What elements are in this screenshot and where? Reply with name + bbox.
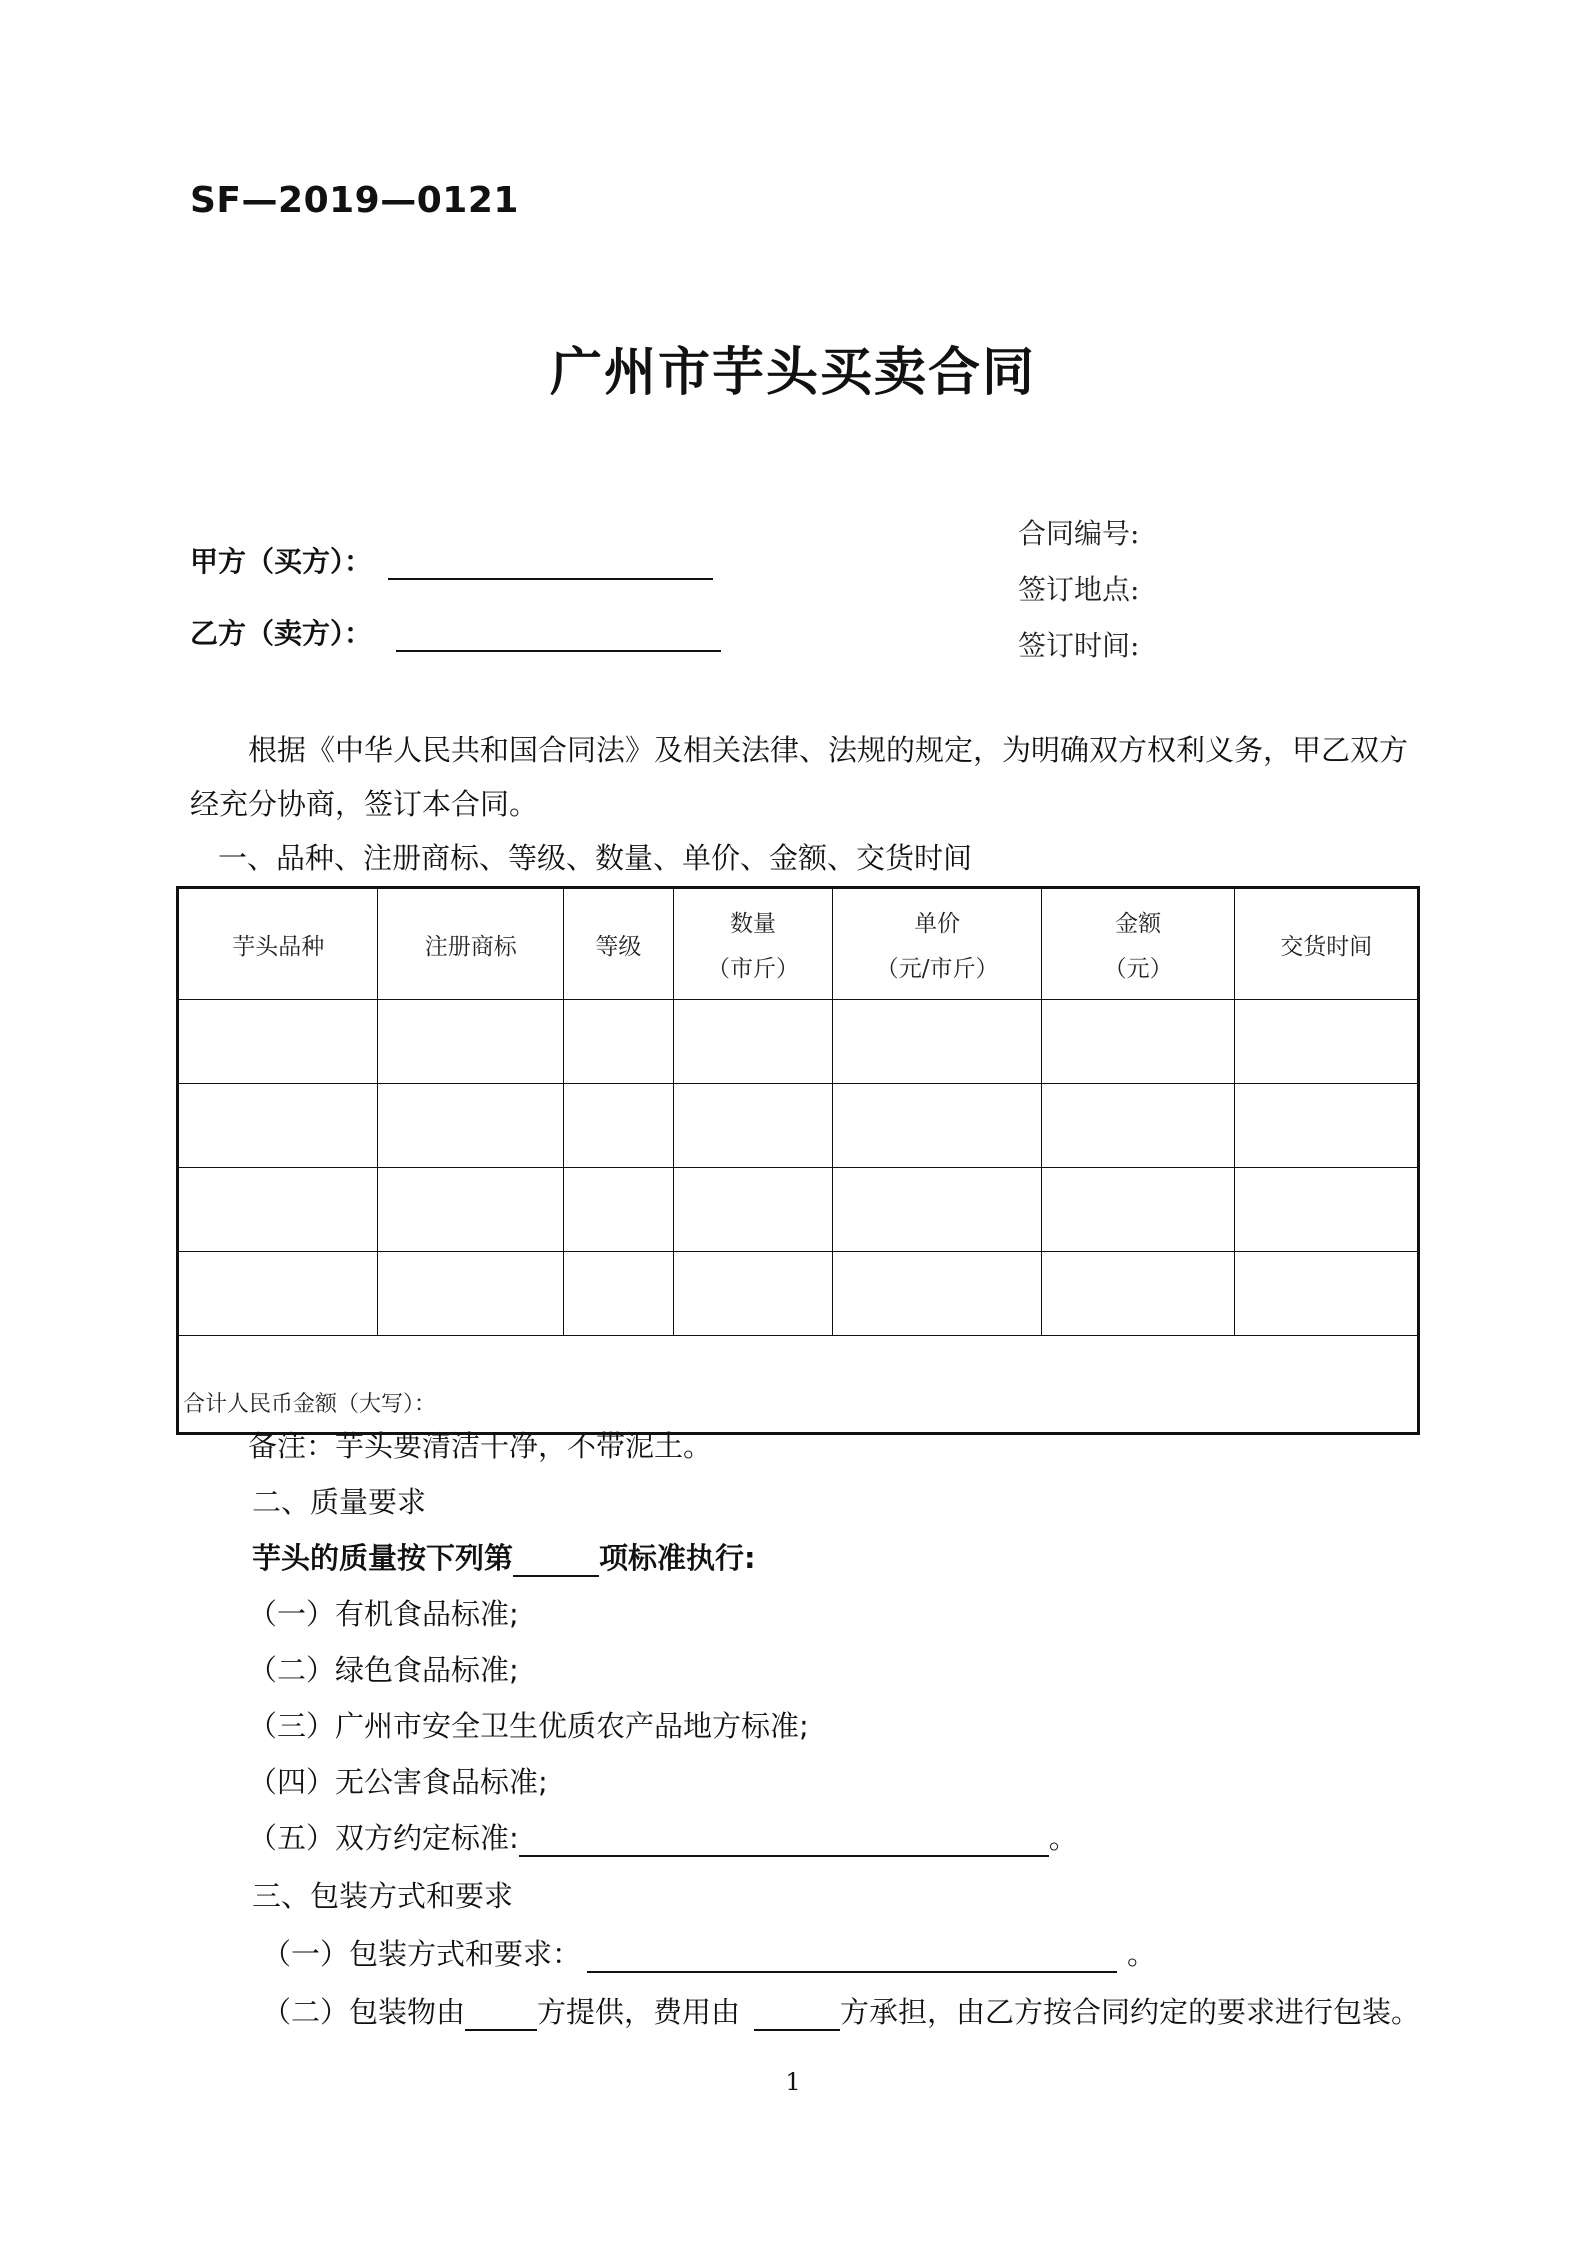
quality-item-2: （二）绿色食品标准; bbox=[248, 1653, 519, 1687]
party-b-label: 乙方（卖方）： bbox=[190, 617, 373, 650]
packaging-item-1-label: （一）包装方式和要求： bbox=[262, 1937, 582, 1971]
document-number: SF—2019—0121 bbox=[190, 180, 519, 221]
quality-item-5-end: 。 bbox=[1048, 1821, 1078, 1855]
table-cell[interactable] bbox=[833, 1084, 1042, 1168]
intro-line-2: 经充分协商，签订本合同。 bbox=[190, 787, 539, 821]
packaging-provider-field[interactable] bbox=[465, 1999, 537, 2031]
table-cell[interactable] bbox=[563, 1252, 673, 1336]
party-a-label: 甲方（买方）： bbox=[190, 545, 373, 578]
quality-item-5-label: （五）双方约定标准: bbox=[248, 1821, 519, 1855]
table-cell[interactable] bbox=[1235, 1252, 1419, 1336]
contract-title: 广州市芋头买卖合同 bbox=[549, 343, 1036, 403]
goods-table bbox=[176, 886, 1420, 1435]
section-1-heading: 一、品种、注册商标、等级、数量、单价、金额、交货时间 bbox=[218, 841, 973, 875]
table-row bbox=[178, 1168, 1419, 1252]
table-cell[interactable] bbox=[1235, 1000, 1419, 1084]
quality-item-4: （四）无公害食品标准; bbox=[248, 1765, 548, 1799]
table-row bbox=[178, 1000, 1419, 1084]
table-cell[interactable] bbox=[378, 1252, 564, 1336]
table-cell[interactable] bbox=[673, 1252, 833, 1336]
table-cell[interactable] bbox=[1041, 1168, 1235, 1252]
packaging-cost-field[interactable] bbox=[754, 1999, 840, 2031]
party-b-field[interactable] bbox=[396, 620, 721, 652]
total-amount-cell[interactable] bbox=[178, 1336, 1419, 1434]
header-quantity: 数量 （市斤） bbox=[673, 888, 833, 1000]
table-cell[interactable] bbox=[1041, 1084, 1235, 1168]
table-cell[interactable] bbox=[378, 1084, 564, 1168]
quality-lead-a: 芋头的质量按下列第 bbox=[252, 1541, 514, 1575]
table-cell[interactable] bbox=[178, 1084, 378, 1168]
table-cell[interactable] bbox=[1235, 1168, 1419, 1252]
party-a-row bbox=[190, 540, 713, 580]
table-cell[interactable] bbox=[673, 1168, 833, 1252]
table-cell[interactable] bbox=[378, 1000, 564, 1084]
packaging-item-1-end: 。 bbox=[1127, 1937, 1157, 1971]
header-delivery-time: 交货时间 bbox=[1235, 888, 1419, 1000]
section-3-heading: 三、包装方式和要求 bbox=[252, 1879, 514, 1913]
sign-place-label: 签订地点: bbox=[1018, 573, 1140, 606]
packaging-method-field[interactable] bbox=[587, 1941, 1117, 1973]
packaging-item-2 bbox=[262, 1990, 1420, 2031]
agreed-standard-field[interactable] bbox=[519, 1825, 1049, 1857]
quality-item-3: （三）广州市安全卫生优质农产品地方标准; bbox=[248, 1709, 809, 1743]
table-cell[interactable] bbox=[178, 1168, 378, 1252]
table-total-row bbox=[178, 1336, 1419, 1434]
packaging-item-1 bbox=[262, 1932, 1156, 1973]
packaging-item-2-b: 方提供，费用由 bbox=[537, 1995, 741, 2029]
table-cell[interactable] bbox=[378, 1168, 564, 1252]
packaging-item-2-a: （二）包装物由 bbox=[262, 1995, 466, 2029]
header-variety: 芋头品种 bbox=[178, 888, 378, 1000]
quality-lead-b: 项标准执行: bbox=[599, 1541, 756, 1575]
page-number: 1 bbox=[785, 2068, 801, 2096]
table-cell[interactable] bbox=[563, 1084, 673, 1168]
table-cell[interactable] bbox=[1235, 1084, 1419, 1168]
table-row bbox=[178, 1252, 1419, 1336]
party-b-row bbox=[190, 612, 721, 652]
header-trademark: 注册商标 bbox=[378, 888, 564, 1000]
sign-time-label: 签订时间: bbox=[1018, 629, 1140, 662]
table-cell[interactable] bbox=[1041, 1000, 1235, 1084]
table-cell[interactable] bbox=[1041, 1252, 1235, 1336]
table-cell[interactable] bbox=[673, 1084, 833, 1168]
table-body bbox=[178, 1000, 1419, 1434]
table-cell[interactable] bbox=[563, 1168, 673, 1252]
table-note: 备注：芋头要清洁干净，不带泥土。 bbox=[248, 1429, 713, 1463]
table-cell[interactable] bbox=[563, 1000, 673, 1084]
table-cell[interactable] bbox=[833, 1000, 1042, 1084]
party-a-field[interactable] bbox=[388, 548, 713, 580]
quality-standard-line bbox=[252, 1536, 756, 1577]
quality-item-5 bbox=[248, 1816, 1078, 1857]
total-amount-label: 合计人民币金额（大写）： bbox=[183, 1392, 437, 1417]
table-cell[interactable] bbox=[178, 1000, 378, 1084]
packaging-item-2-c: 方承担，由乙方按合同约定的要求进行包装。 bbox=[840, 1995, 1421, 2029]
section-2-heading: 二、质量要求 bbox=[252, 1485, 427, 1519]
table-header-row bbox=[178, 888, 1419, 1000]
quality-item-1: （一）有机食品标准; bbox=[248, 1597, 519, 1631]
table-cell[interactable] bbox=[178, 1252, 378, 1336]
table-cell[interactable] bbox=[833, 1168, 1042, 1252]
header-unit-price: 单价 （元/市斤） bbox=[833, 888, 1042, 1000]
quality-item-field[interactable] bbox=[513, 1545, 599, 1577]
table-cell[interactable] bbox=[673, 1000, 833, 1084]
intro-line-1: 根据《中华人民共和国合同法》及相关法律、法规的规定，为明确双方权利义务，甲乙双方 bbox=[248, 733, 1409, 767]
contract-no-label: 合同编号: bbox=[1018, 517, 1140, 550]
header-amount: 金额 （元） bbox=[1041, 888, 1235, 1000]
header-grade: 等级 bbox=[563, 888, 673, 1000]
table-cell[interactable] bbox=[833, 1252, 1042, 1336]
table-row bbox=[178, 1084, 1419, 1168]
